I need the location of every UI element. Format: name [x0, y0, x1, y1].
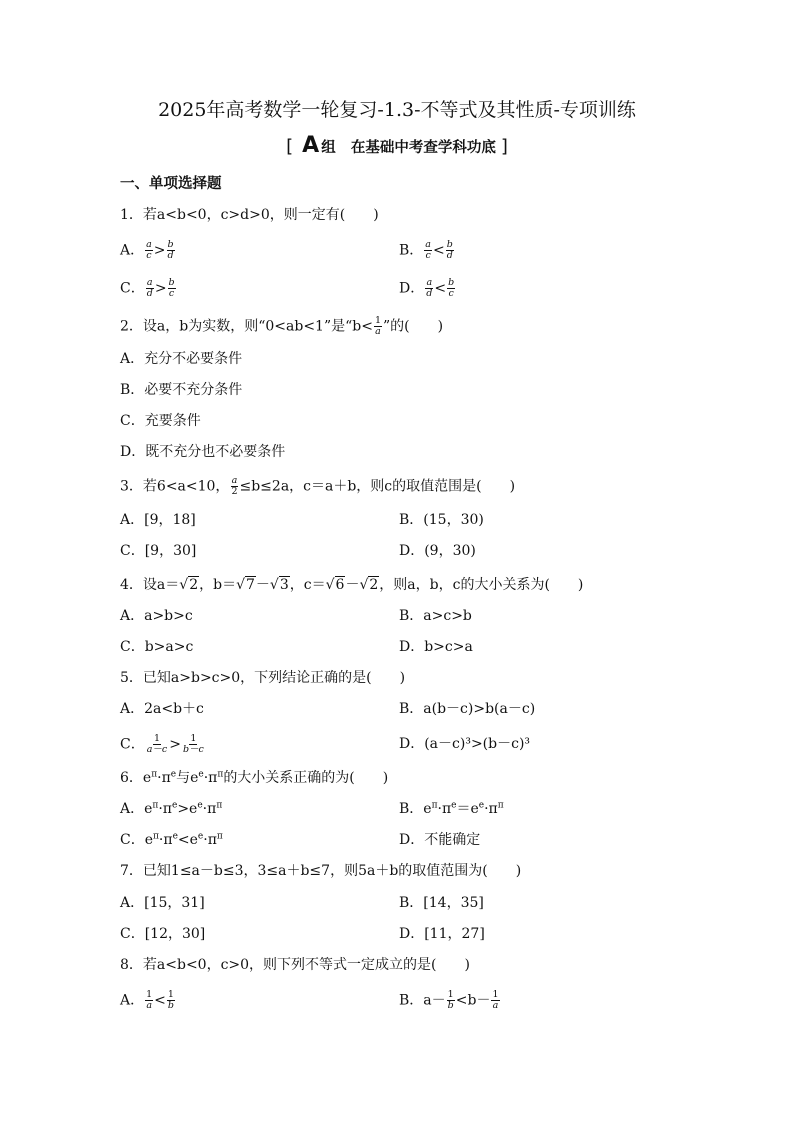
fraction: $\frac{1}{a}$	[146, 989, 153, 1011]
q2-stem-text: 2．设a，b为实数，则“0<ab<1”是“b<	[120, 318, 373, 335]
q8-option-b: B．a－ $\frac{1}{b}$ <b－ $\frac{1}{a}$	[399, 989, 499, 1011]
operator: >	[169, 736, 181, 753]
q7-option-a: A．[15，31]	[120, 895, 205, 911]
option-label: C．	[120, 736, 145, 753]
q3-option-d: D．(9，30)	[399, 543, 476, 559]
q1-option-a	[120, 240, 176, 261]
q5-option-d: D．(a－c)³>(b－c)³	[399, 736, 531, 752]
q5-option-a: A．2a<b＋c	[120, 701, 204, 717]
q6-stem: 6．$e^\pi\cdot\pi^e$与$e^e\cdot\pi^\pi$的大小关系正确的为( )	[120, 769, 389, 786]
q7-option-c: C．[12，30]	[120, 926, 206, 942]
operator: <	[154, 992, 166, 1009]
q4-option-c: C．b>a>c	[120, 639, 194, 655]
fraction: $\frac{1}{a}$	[492, 989, 499, 1011]
option-label: A．	[120, 992, 145, 1009]
fraction: $\frac{1}{b-c}$	[182, 733, 204, 755]
q5-option-c	[120, 734, 206, 755]
q8-option-a	[120, 990, 176, 1011]
q4-option-b: B．a>c>b	[399, 608, 472, 624]
q4-stem: 4．设a＝√2，b＝√7－√3，c＝√6－√2，则a，b，c的大小关系为( )	[120, 577, 584, 593]
q3-stem-tail: ≤b≤2a，c＝a＋b，则c的取值范围是( )	[239, 478, 516, 495]
q5-stem: 5．已知a>b>c>0，下列结论正确的是( )	[120, 670, 406, 686]
q3-option-b: B．(15，30)	[399, 512, 484, 528]
operator: >	[154, 280, 167, 297]
q1-option-b	[399, 240, 455, 261]
operator: <	[432, 242, 445, 259]
q1-option-d	[399, 278, 456, 299]
q5-option-b: B．a(b－c)>b(a－c)	[399, 701, 536, 717]
option-label: B．	[399, 992, 424, 1009]
q2-stem-tail: ”的( )	[383, 318, 444, 335]
fraction: $\frac{1}{a-c}$	[146, 733, 168, 755]
q1-option-c	[120, 278, 177, 299]
q6-option-c: C．$e^\pi\cdot\pi^e<e^e\cdot\pi^\pi$	[120, 831, 223, 848]
q2-option-a: A．充分不必要条件	[120, 351, 243, 367]
group-heading	[0, 133, 794, 158]
option-label: B．	[399, 242, 424, 259]
sqrt: √6	[325, 577, 345, 593]
q7-stem: 7．已知1≤a－b≤3，3≤a＋b≤7，则5a＋b的取值范围为( )	[120, 863, 522, 879]
fraction: $\frac{a}{c}$	[425, 239, 431, 261]
q6-option-d: D．不能确定	[399, 832, 481, 848]
fraction: $\frac{a}{c}$	[146, 239, 152, 261]
q3-option-a: A．[9，18]	[120, 512, 196, 528]
operator: >	[153, 242, 166, 259]
sqrt: √2	[359, 577, 379, 593]
q1-stem: 1．若a<b<0，c>d>0，则一定有( )	[120, 207, 379, 223]
fraction: $\frac{b}{d}$	[446, 239, 453, 261]
option-label: C．	[120, 280, 145, 297]
q7-option-b: B．[14，35]	[399, 895, 484, 911]
q3-stem	[120, 476, 515, 497]
bracket-open: [	[286, 136, 294, 157]
operator: <	[434, 280, 447, 297]
q8-stem: 8．若a<b<0，c>0，则下列不等式一定成立的是( )	[120, 957, 470, 973]
fraction: $\frac{1}{a}$	[374, 315, 382, 337]
sqrt: √2	[179, 577, 199, 593]
section-heading: 一、单项选择题	[120, 176, 222, 192]
q6-option-a: A．$e^\pi\cdot\pi^e>e^e\cdot\pi^\pi$	[120, 800, 223, 817]
q6-option-b: B．$e^\pi\cdot\pi^e=e^e\cdot\pi^\pi$	[399, 800, 504, 817]
group-badge-suffix: 组	[321, 140, 336, 156]
page-title: 2025年高考数学一轮复习-1.3-不等式及其性质-专项训练	[158, 99, 636, 121]
option-label: A．	[120, 242, 145, 259]
q7-option-d: D．[11，27]	[399, 926, 485, 942]
q3-stem-text: 3．若6<a<10，	[120, 478, 230, 495]
option-label: D．	[399, 280, 425, 297]
group-badge: A	[302, 133, 320, 158]
fraction: $\frac{a}{d}$	[426, 277, 433, 299]
fraction: $\frac{b}{d}$	[167, 239, 174, 261]
q2-option-d: D．既不充分也不必要条件	[120, 444, 286, 460]
q3-option-c: C．[9，30]	[120, 543, 197, 559]
sqrt: √3	[269, 577, 289, 593]
group-subtitle: 在基础中考查学科功底	[350, 140, 496, 156]
fraction: $\frac{a}{2}$	[231, 475, 238, 497]
q2-option-b: B．必要不充分条件	[120, 382, 243, 398]
fraction: $\frac{1}{b}$	[447, 989, 454, 1011]
fraction: $\frac{b}{c}$	[168, 277, 175, 299]
fraction: $\frac{b}{c}$	[448, 277, 455, 299]
q4-option-a: A．a>b>c	[120, 608, 193, 624]
q2-option-c: C．充要条件	[120, 413, 201, 429]
bracket-close: ]	[500, 136, 508, 157]
fraction: $\frac{1}{b}$	[167, 989, 174, 1011]
fraction: $\frac{a}{d}$	[146, 277, 153, 299]
sqrt: √7	[236, 577, 255, 593]
q4-option-d: D．b>c>a	[399, 639, 473, 655]
q2-stem	[120, 316, 443, 337]
